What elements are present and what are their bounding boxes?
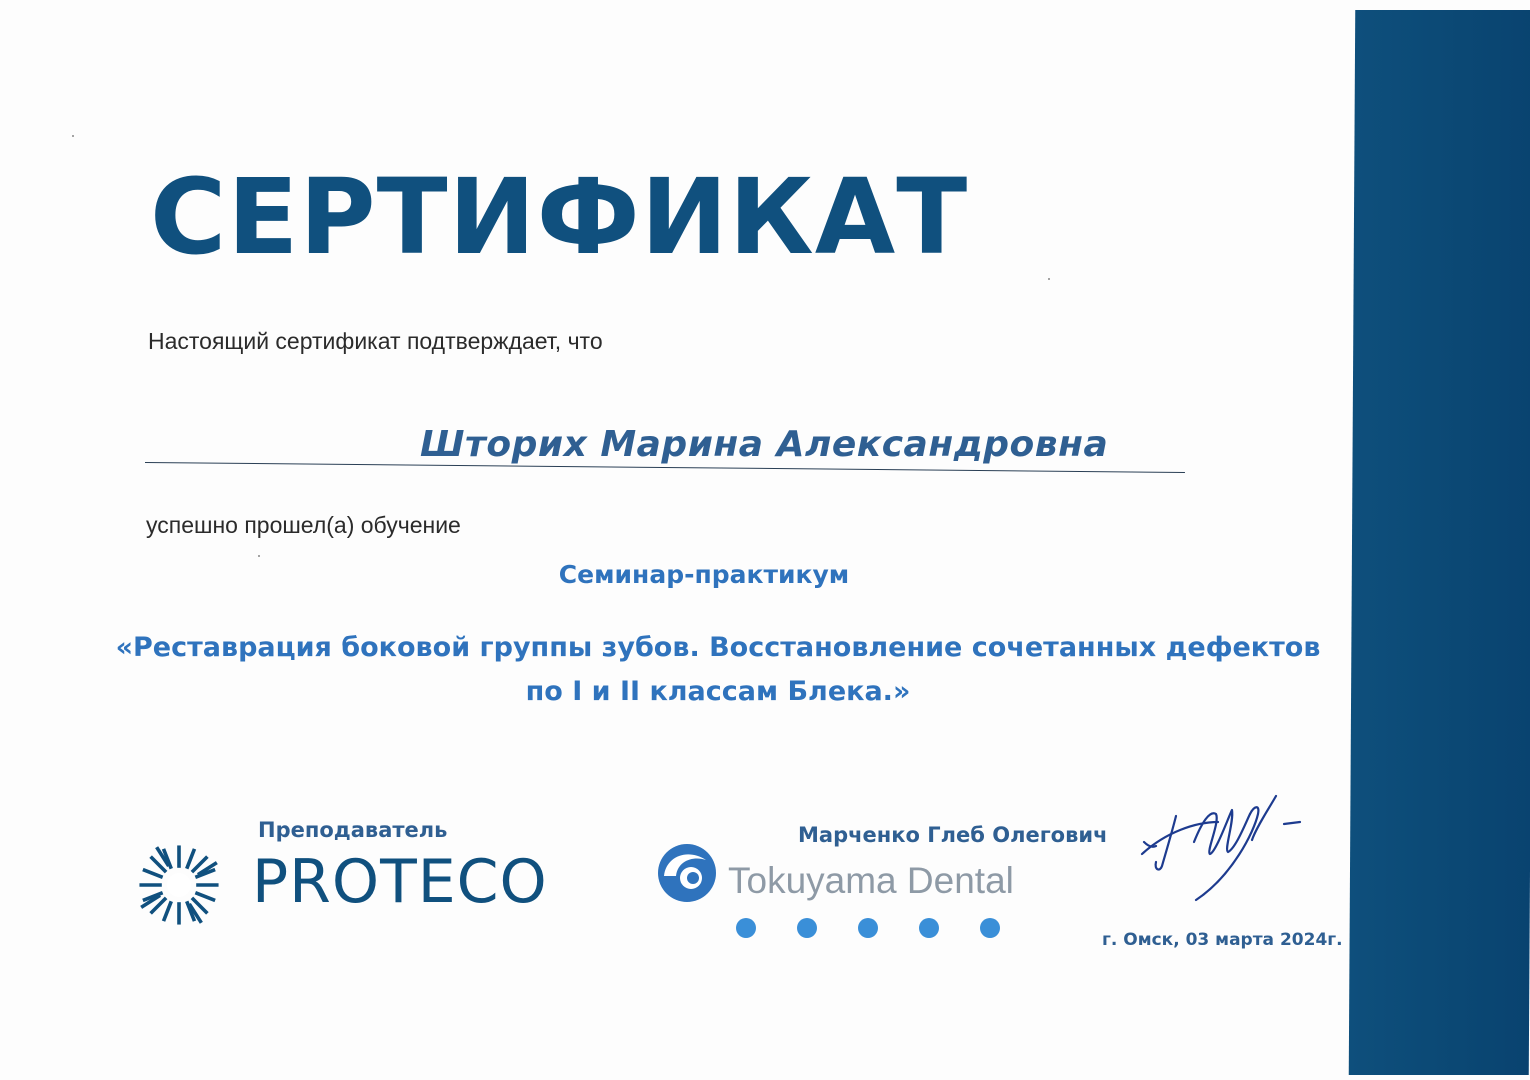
paper-speck [72, 135, 74, 137]
certificate-title: СЕРТИФИКАТ [150, 156, 969, 278]
decorative-dot [858, 918, 878, 938]
decorative-dots [736, 918, 1006, 940]
paper-speck [1048, 278, 1050, 280]
proteco-logo-text: PROTECO [252, 847, 548, 917]
decorative-dot [919, 918, 939, 938]
paper-speck [258, 555, 260, 557]
place-and-date: г. Омск, 03 марта 2024г. [1102, 930, 1343, 950]
decorative-side-band [1349, 10, 1530, 1075]
tokuyama-logo-text: Tokuyama Dental [728, 860, 1014, 901]
proteco-logo-icon [136, 842, 222, 928]
signature-icon [1136, 792, 1308, 904]
course-title-line-1: «Реставрация боковой группы зубов. Восстановление сочетанных дефектов [115, 632, 1321, 663]
completion-text: успешно прошел(а) обучение [146, 512, 461, 538]
decorative-dot [980, 918, 1000, 938]
course-title-line-2: по I и II классам Блека.» [525, 676, 911, 707]
teacher-name: Марченко Глеб Олегович [798, 823, 1108, 847]
tokuyama-logo-icon [656, 842, 718, 904]
course-type: Семинар-практикум [558, 560, 850, 589]
intro-text: Настоящий сертификат подтверждает, что [148, 328, 603, 354]
decorative-dot [736, 918, 756, 938]
recipient-name: Шторих Марина Александровна [420, 424, 1109, 465]
course-title [60, 626, 1376, 714]
teacher-label: Преподаватель [258, 818, 448, 842]
decorative-dot [797, 918, 817, 938]
